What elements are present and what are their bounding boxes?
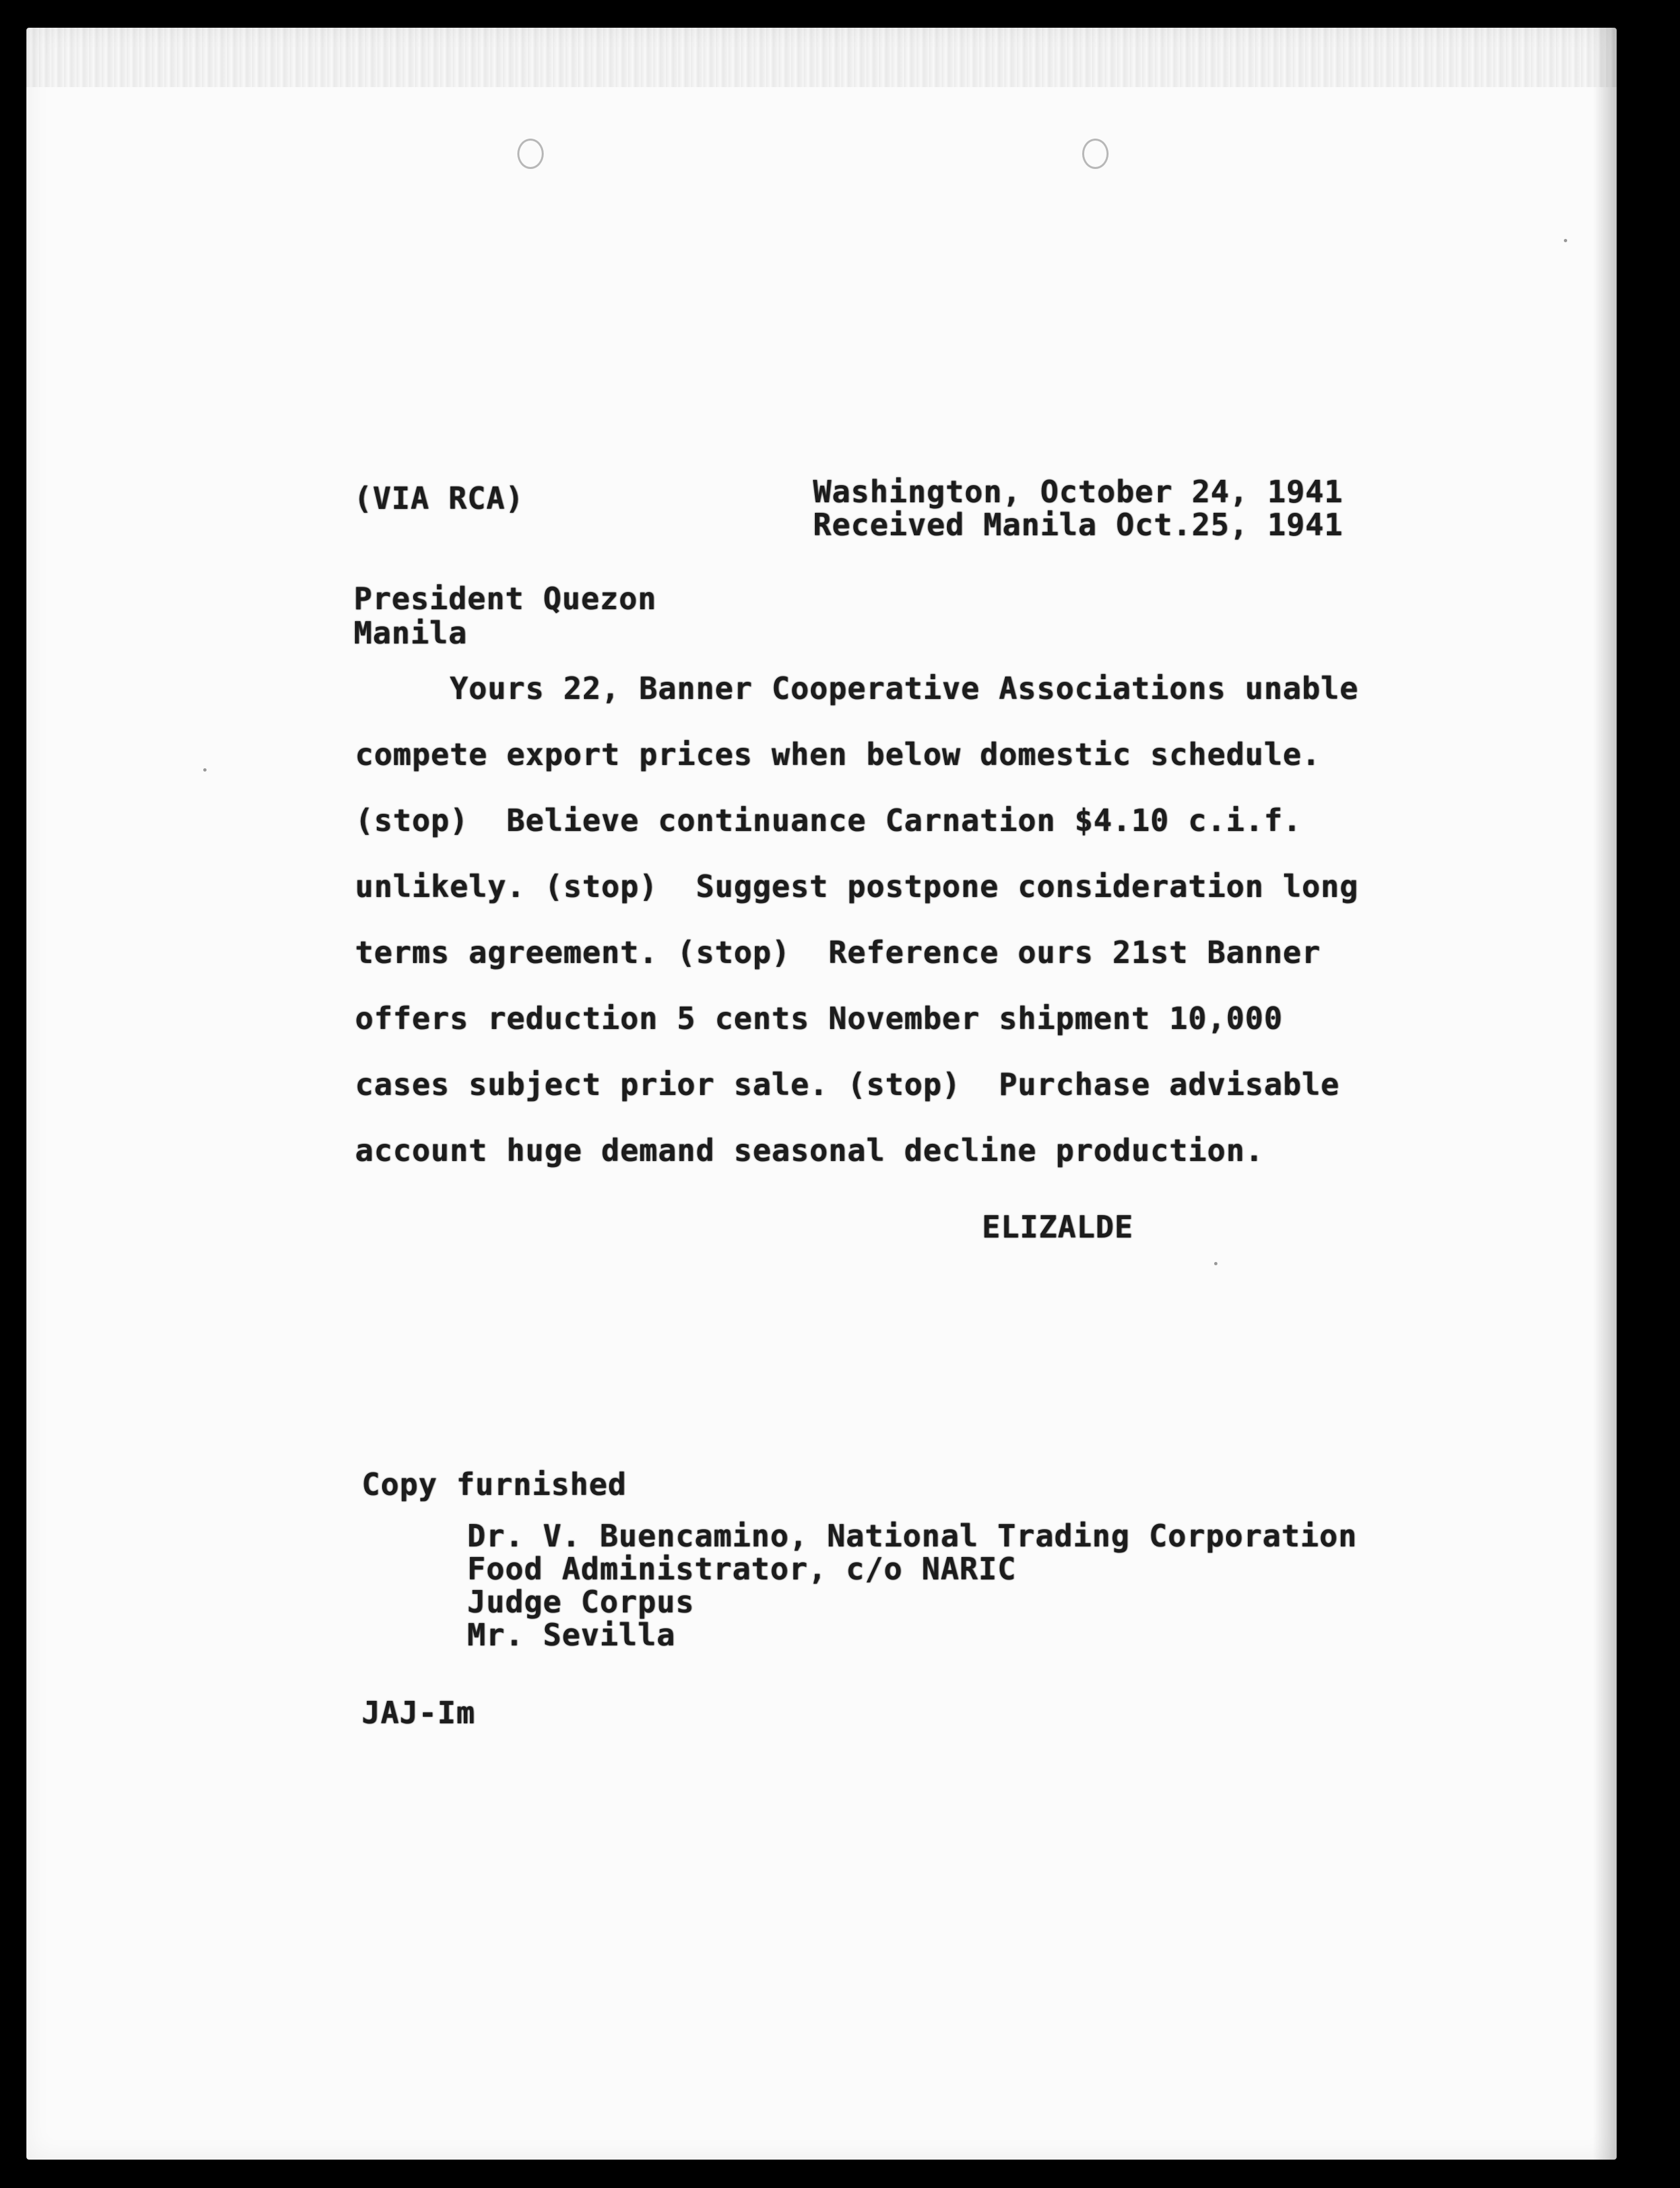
scan-speck (1214, 1262, 1217, 1265)
scan-noise-top (26, 28, 1617, 87)
punch-hole-left (517, 139, 544, 169)
copy-recipient: Judge Corpus (467, 1584, 695, 1620)
message-line: unlikely. (stop) Suggest postpone consideration long (355, 869, 1359, 904)
message-line: Yours 22, Banner Cooperative Associations unable (355, 671, 1359, 706)
scan-speck (1564, 239, 1567, 242)
message-line: terms agreement. (stop) Reference ours 21st Banner (355, 935, 1321, 970)
message-body (355, 673, 1477, 1214)
scan-speck (203, 768, 207, 772)
addressee-name: President Quezon (354, 581, 657, 616)
message-line: account huge demand seasonal decline production. (355, 1133, 1264, 1168)
copy-furnished-heading: Copy furnished (362, 1467, 627, 1502)
copy-recipient: Food Administrator, c/o NARIC (467, 1551, 1017, 1587)
message-line: cases subject prior sale. (stop) Purchase advisable (355, 1067, 1340, 1102)
page-edge-shadow (1593, 28, 1617, 2160)
paper-sheet (26, 28, 1617, 2160)
message-line: (stop) Believe continuance Carnation $4.10 c.i.f. (355, 803, 1302, 838)
message-line: offers reduction 5 cents November shipment 10,000 (355, 1001, 1283, 1036)
transmission-via: (VIA RCA) (354, 481, 525, 516)
message-line: compete export prices when below domestic schedule. (355, 737, 1321, 772)
copy-recipient: Mr. Sevilla (467, 1617, 676, 1653)
addressee-city: Manila (354, 615, 468, 651)
signature: ELIZALDE (982, 1209, 1134, 1245)
reference-initials: JAJ-Im (362, 1695, 476, 1731)
sent-date-line: Washington, October 24, 1941 (813, 474, 1343, 510)
copy-recipient: Dr. V. Buencamino, National Trading Corporation (467, 1518, 1357, 1554)
punch-hole-right (1082, 139, 1109, 169)
received-date-line: Received Manila Oct.25, 1941 (813, 507, 1343, 543)
